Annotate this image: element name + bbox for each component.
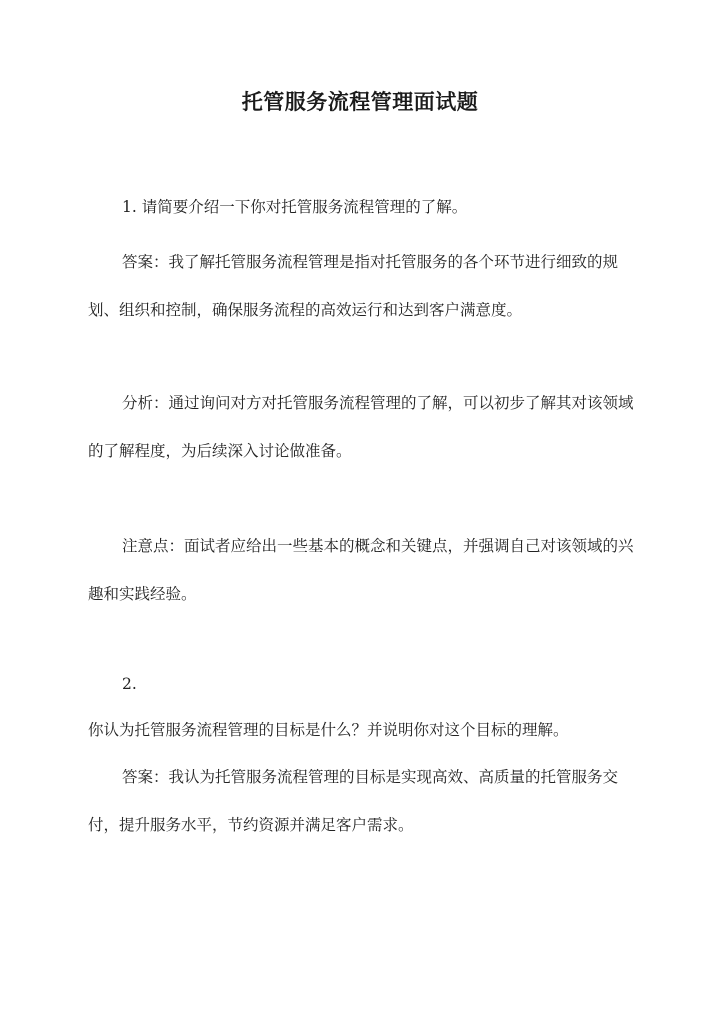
answer-2-text: 答案：我认为托管服务流程管理的目标是实现高效、高质量的托管服务交付，提升服务水平，节约资源并满足客户需求。 xyxy=(88,768,619,834)
document-title: 托管服务流程管理面试题 xyxy=(241,89,479,114)
question-2-number: 2. xyxy=(122,675,137,693)
question-1-text: 1. 请简要介绍一下你对托管服务流程管理的了解。 xyxy=(122,198,468,216)
analysis-1-text: 分析：通过询问对方对托管服务流程管理的了解，可以初步了解其对该领域的了解程度，为后续深入讨论做准备。 xyxy=(88,394,634,460)
question-2-text: 你认为托管服务流程管理的目标是什么？并说明你对这个目标的理解。 xyxy=(88,721,569,739)
note-1-text: 注意点：面试者应给出一些基本的概念和关键点，并强调自己对该领域的兴趣和实践经验。 xyxy=(88,537,634,603)
answer-1-text: 答案：我了解托管服务流程管理是指对托管服务的各个环节进行细致的规划、组织和控制，确保服务流程的高效运行和达到客户满意度。 xyxy=(88,253,619,319)
